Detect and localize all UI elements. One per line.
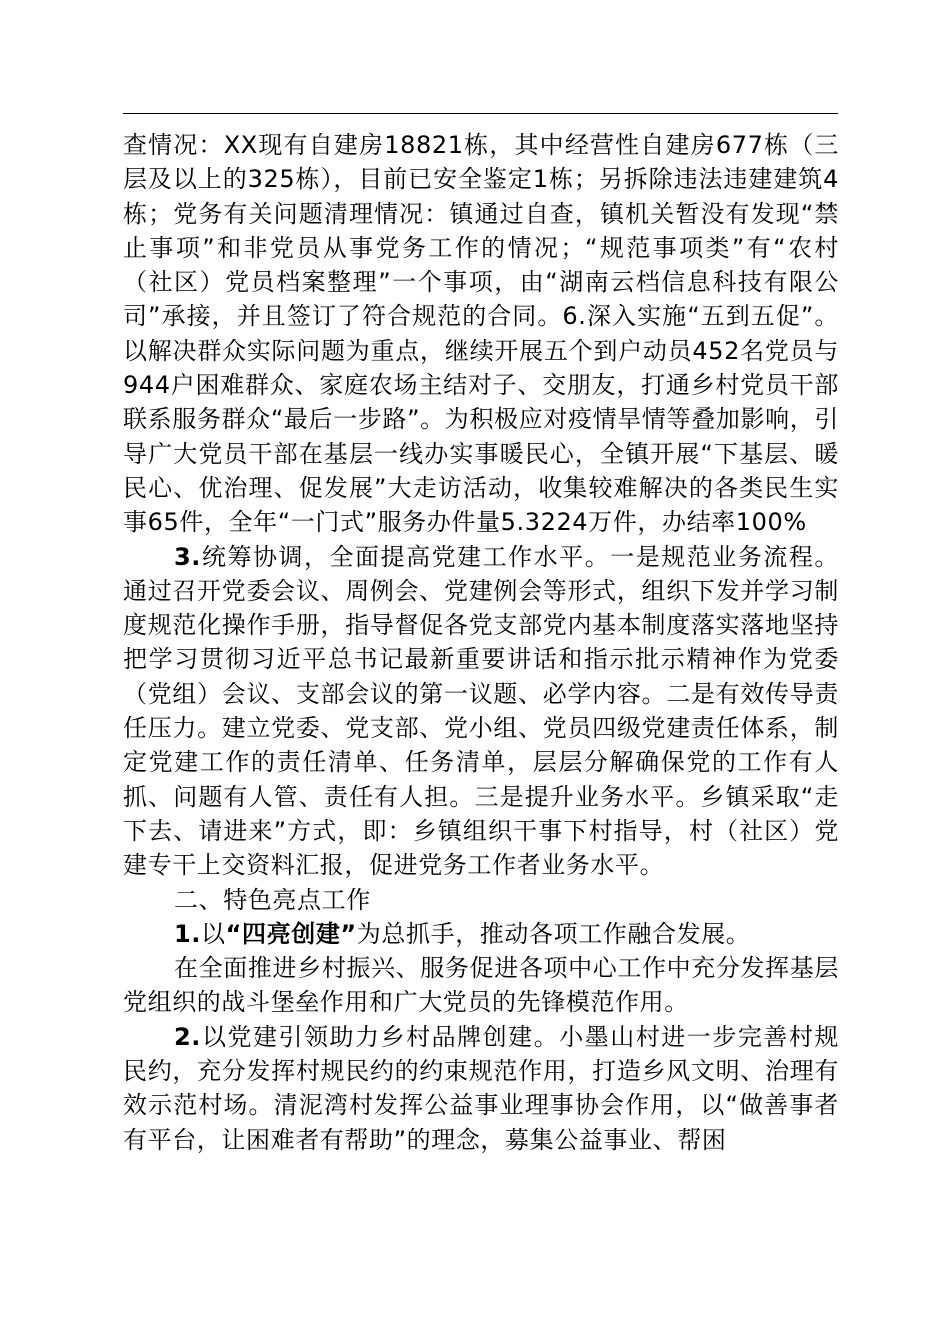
- paragraph-rural-revitalization: 在全面推进乡村振兴、服务促进各项中心工作中充分发挥基层党组织的战斗堡垒作用和广大党员的先锋模范作用。: [123, 954, 839, 1017]
- document-body: [123, 128, 839, 1157]
- paragraph-coordination: [123, 540, 839, 883]
- paragraph-text: 为总抓手，推动各项工作融合发展。: [356, 919, 751, 948]
- paragraph-village-brand: [123, 1020, 839, 1157]
- paragraph-text: 统筹协调，全面提高党建工作水平。一是规范业务流程。通过召开党委会议、周例会、党建例会等形式，组织下发并学习制度规范化操作手册，指导督促各党支部党内基本制度落实落地坚持把学习贯彻习近平总书记最新重要讲话和指示批示精神作为党委（党组）会议、支部会议的第一议题、必学内容。二是有效传导责任压力。建立党委、党支部、党小组、党员四级党建责任体系，制定党建工作的责任清单、任务清单，层层分解确保党的工作有人抓、问题有人管、责任有人担。三是提升业务水平。乡镇采取“走下去、请进来”方式，即：乡镇组织干事下村指导，村（社区）党建专干上交资料汇报，促进党务工作者业务水平。: [123, 542, 839, 880]
- section-heading: 二、特色亮点工作: [174, 885, 371, 914]
- paragraph-inspection-summary: 查情况：XX现有自建房18821栋，其中经营性自建房677栋（三层及以上的325栋），目前已安全鉴定1栋；另拆除违法违建建筑4栋；党务有关问题清理情况：镇通过自查，镇机关暂没有发现“禁止事项”和非党员从事党务工作的情况；“规范事项类”有“农村（社区）党员档案整理”一个事项，由“湖南云档信息科技有限公司”承接，并且签订了符合规范的合同。6.深入实施“五到五促”。以解决群众实际问题为重点，继续开展五个到户动员452名党员与944户困难群众、家庭农场主结对子、交朋友，打通乡村党员干部联系服务群众“最后一步路”。为积极应对疫情旱情等叠加影响，引导广大党员干部在基层一线办实事暖民心，全镇开展“下基层、暖民心、优治理、促发展”大走访活动，收集较难解决的各类民生实事65件，全年“一门式”服务办件量5.3224万件，办结率100%: [123, 131, 839, 537]
- paragraph-number: 1.: [174, 919, 202, 948]
- paragraph-text: 以党建引领助力乡村品牌创建。小墨山村进一步完善村规民约，充分发挥村规民约的约束规范作用，打造乡风文明、治理有效示范村场。清泥湾村发挥公益事业理事协会作用，以“做善事者有平台，让困难者有帮助”的理念，募集公益事业、帮困: [123, 1022, 839, 1154]
- paragraph-number: 2.: [174, 1022, 202, 1051]
- paragraph-text: 以: [201, 919, 226, 948]
- paragraph-quote: “四亮创建”: [225, 919, 357, 948]
- paragraph-four-bright: [123, 917, 839, 951]
- header-rule: [123, 113, 838, 114]
- paragraph-number: 3.: [174, 542, 202, 571]
